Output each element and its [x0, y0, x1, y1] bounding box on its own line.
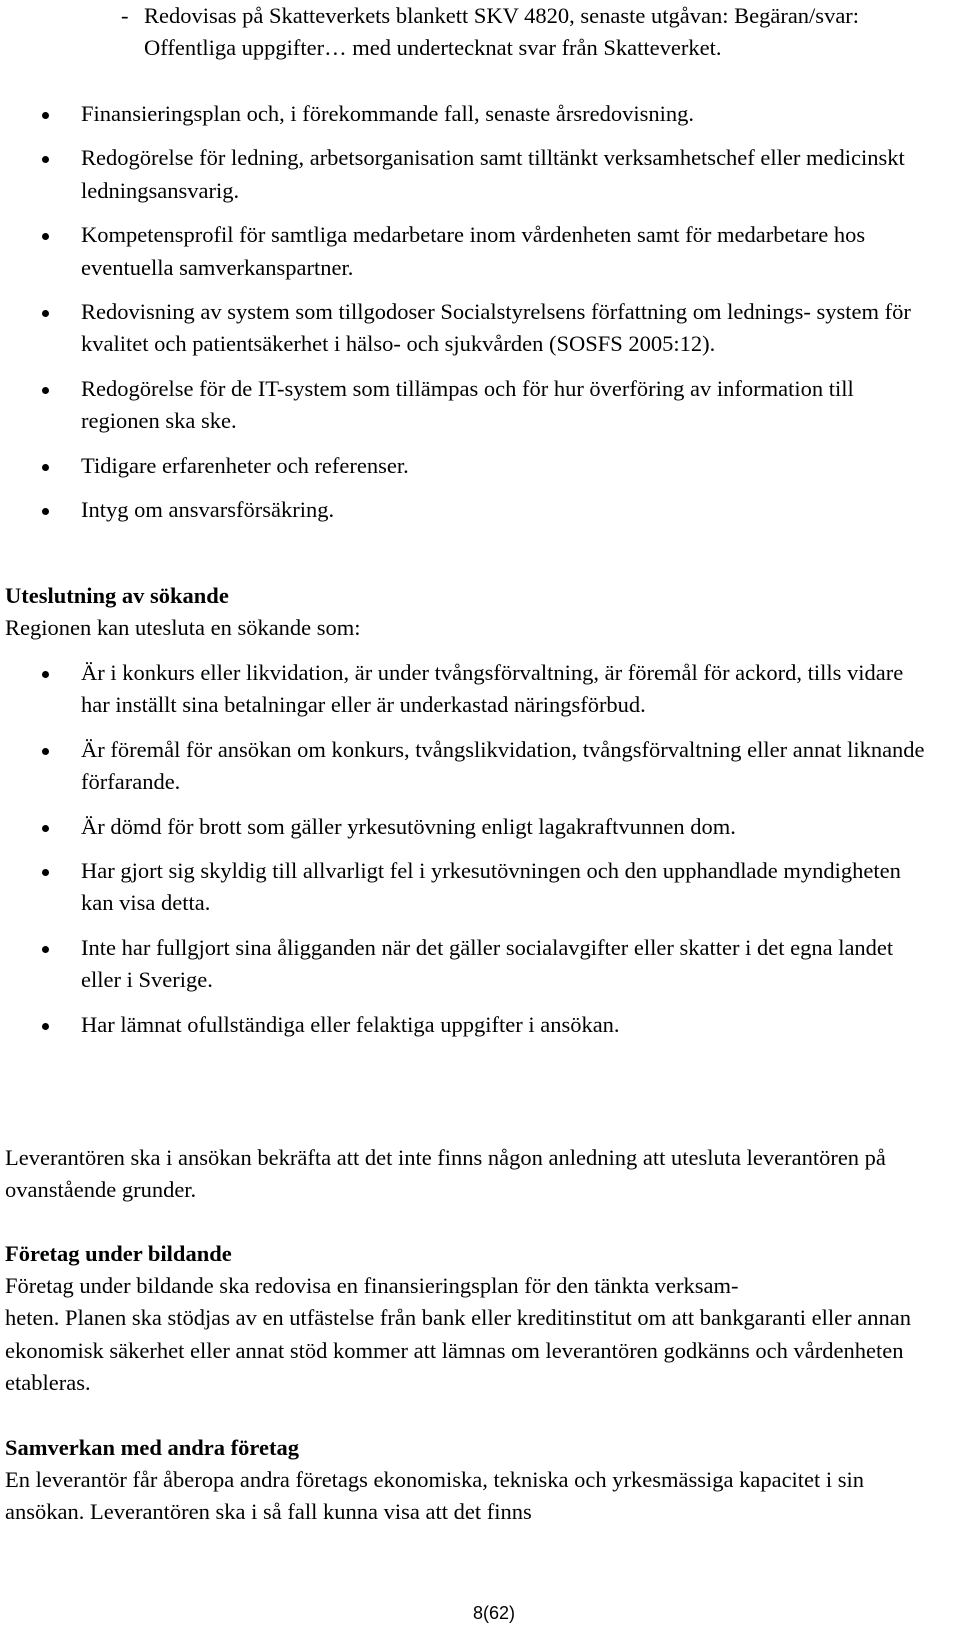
company-forming-rest: heten. Planen ska stödjas av en utfästelse från bank eller kreditinstitut om att bankgaranti eller annan ekonomisk säkerhet eller annat stöd kommer att lämnas om leverantören godkänns och vårdenheten etableras. — [5, 1305, 911, 1396]
dash-marker: - — [121, 3, 129, 28]
list-item-text: Finansieringsplan och, i förekommande fall, senaste årsredovisning. — [81, 101, 694, 126]
list-item-text: Kompetensprofil för samtliga medarbetare inom vårdenheten samt för medarbetare hos eventuella samverkanspartner. — [81, 222, 866, 280]
cooperation-heading: Samverkan med andra företag — [5, 1435, 299, 1460]
bullet-icon — [42, 508, 49, 515]
list-item — [0, 932, 960, 997]
list-item — [0, 450, 960, 482]
cooperation-body: En leverantör får åberopa andra företags ekonomiska, tekniska och yrkesmässiga kapacitet i sin ansökan. Leverantören ska i så fall kunna visa att det finns — [5, 1467, 865, 1525]
requirements-list — [0, 98, 960, 526]
list-item-text: Inte har fullgjort sina åligganden när det gäller socialavgifter eller skatter i det egna landet eller i Sverige. — [81, 934, 894, 993]
bullet-icon — [42, 671, 49, 678]
list-item-text: Är i konkurs eller likvidation, är under tvångsförvaltning, är föremål för ackord, tills vidare har inställt sina betalningar eller är underkastad näringsförbud. — [81, 660, 904, 718]
list-item-text: Redogörelse för ledning, arbetsorganisation samt tilltänkt verksamhetschef eller medicinskt ledningsansvarig. — [81, 145, 905, 203]
list-item — [0, 219, 960, 284]
list-item-text: Är dömd för brott som gäller yrkesutövning enligt lagakraftvunnen dom. — [81, 813, 736, 839]
exclusion-list — [0, 657, 960, 1041]
company-forming-line1: Företag under bildande ska redovisa en finansieringsplan för den tänkta verksam- — [5, 1273, 739, 1298]
exclusion-intro: Regionen kan utesluta en sökande som: — [5, 615, 361, 640]
list-item — [0, 1009, 960, 1041]
list-item-text: Redogörelse för de IT-system som tillämpas och för hur överföring av information till regionen ska ske. — [81, 375, 854, 434]
bullet-icon — [42, 825, 49, 832]
bullet-icon — [42, 748, 49, 755]
list-item — [0, 142, 960, 207]
list-item — [0, 811, 960, 843]
exclusion-heading: Uteslutning av sökande — [5, 583, 229, 608]
company-forming-heading: Företag under bildande — [5, 1241, 232, 1266]
list-item — [0, 734, 960, 799]
list-item-text: Intyg om ansvarsförsäkring. — [81, 497, 335, 523]
dash-item-text: Redovisas på Skatteverkets blankett SKV 4820, senaste utgåvan: Begäran/svar: Offentliga uppgifter… med undertecknat svar från Skatteverket. — [144, 3, 860, 61]
exclusion-confirmation: Leverantören ska i ansökan bekräfta att det inte finns någon anledning att utesluta leverantören på ovanstående grunder. — [5, 1145, 886, 1203]
list-item — [0, 373, 960, 438]
bullet-icon — [42, 310, 49, 317]
list-item-text: Tidigare erfarenheter och referenser. — [81, 452, 409, 478]
page-number: 8(62) — [472, 1603, 516, 1623]
bullet-icon — [42, 233, 49, 240]
bullet-icon — [42, 869, 49, 876]
list-item-text: Är föremål för ansökan om konkurs, tvångslikvidation, tvångsförvaltning eller annat liknande förfarande. — [81, 736, 925, 795]
list-item-text: Har lämnat ofullständiga eller felaktiga uppgifter i ansökan. — [81, 1011, 620, 1037]
bullet-icon — [42, 1023, 49, 1030]
bullet-icon — [42, 112, 49, 119]
bullet-icon — [42, 464, 49, 471]
list-item-text: Redovisning av system som tillgodoser Socialstyrelsens författning om lednings- system för kvalitet och patientsäkerhet i hälso- och sjukvården (SOSFS 2005:12). — [81, 299, 911, 357]
list-item — [0, 855, 960, 920]
list-item — [0, 494, 960, 526]
list-item — [0, 296, 960, 361]
list-item — [0, 98, 960, 130]
bullet-icon — [42, 946, 49, 953]
list-item — [0, 657, 960, 722]
list-item-text: Har gjort sig skyldig till allvarligt fel i yrkesutövningen och den upphandlade myndigheten kan visa detta. — [81, 858, 901, 916]
intro-dash-item — [121, 0, 921, 65]
company-forming-body — [5, 1270, 925, 1400]
bullet-icon — [42, 156, 49, 163]
bullet-icon — [42, 387, 49, 394]
